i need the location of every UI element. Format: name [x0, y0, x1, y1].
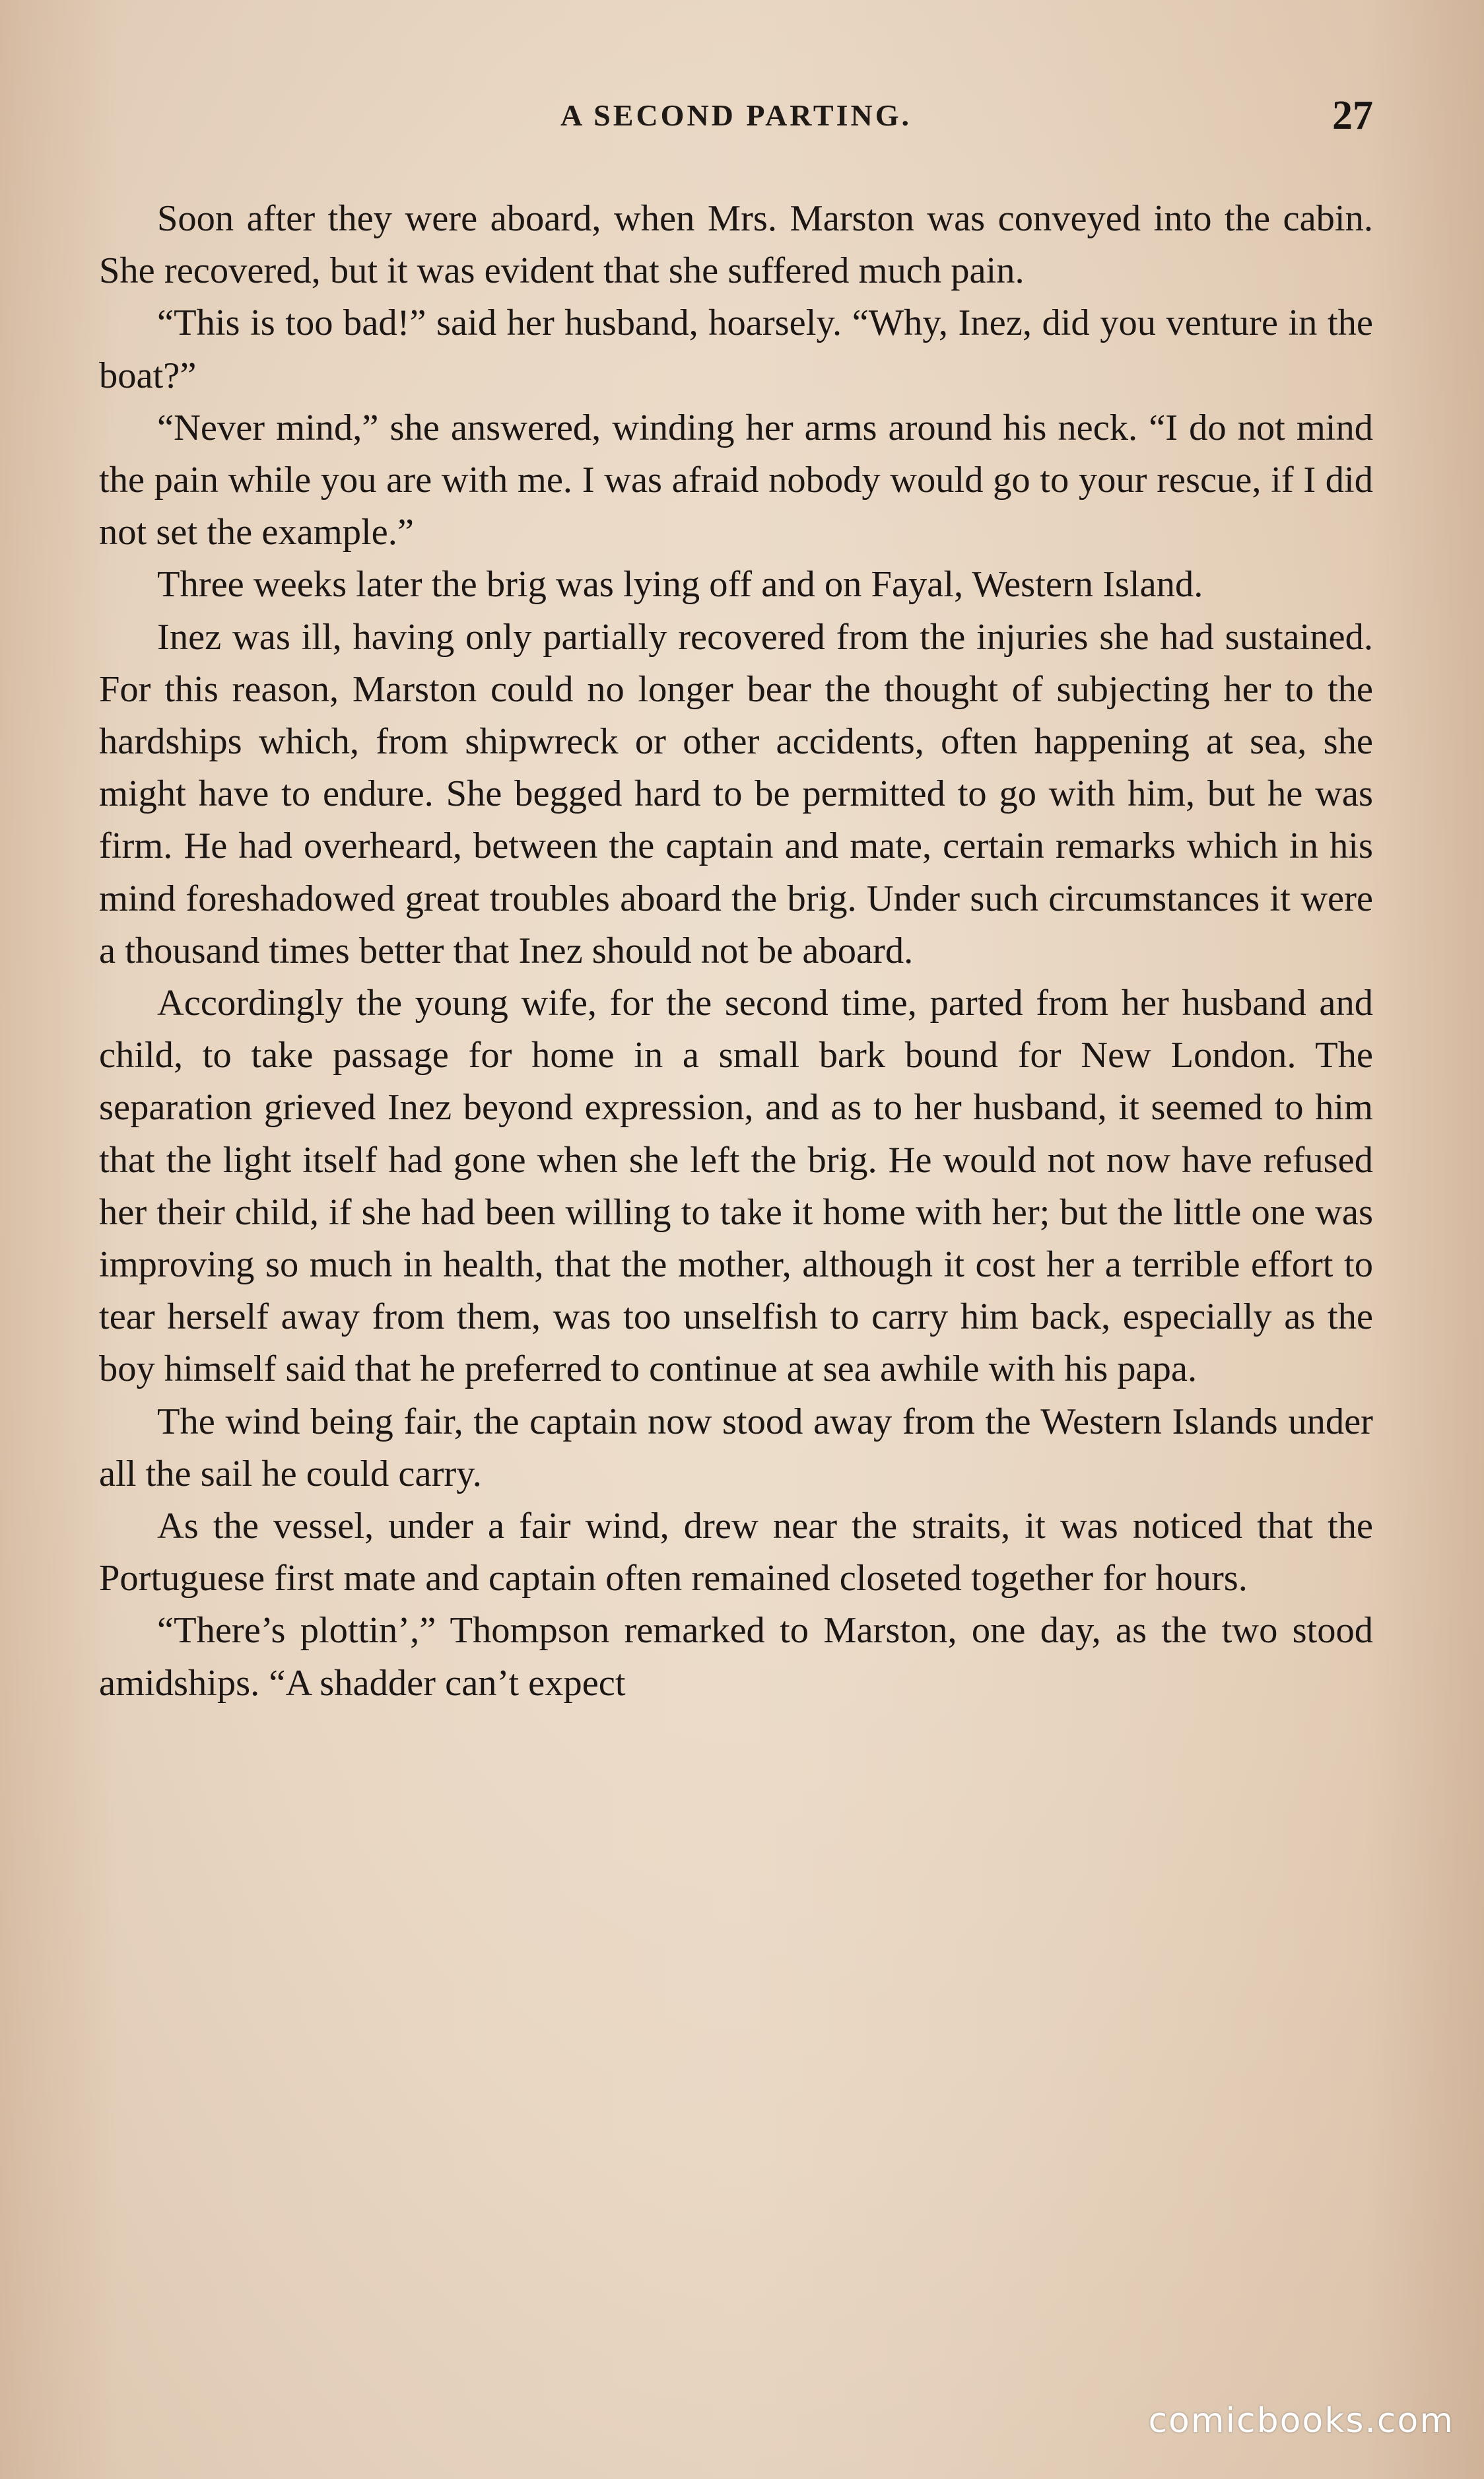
paragraph: Inez was ill, having only partially recovered from the injuries she had sustained. For this reason, Marston could no longer bear the thought of subjecting her to the hardships which, from shipwreck or other accidents, often happening at sea, she might have to endure. She begged hard to be permitted to go with him, but he was firm. He had overheard, between the captain and mate, certain remarks which in his mind foreshadowed great troubles aboard the brig. Under such circumstances it were a thousand times better that Inez should not be aboard. [99, 616, 1373, 971]
paragraph: “This is too bad!” said her husband, hoarsely. “Why, Inez, did you venture in the boat?” [99, 302, 1373, 396]
page-header [99, 92, 1373, 139]
paragraph: Accordingly the young wife, for the second time, parted from her husband and child, to take passage for home in a small bark bound for New London. The separation grieved Inez beyond expression, and as to her husband, it seemed to him that the light itself had gone when she left the brig. He would not now have refused her their child, if she had been willing to take it home with her; but the little one was improving so much in health, that the mother, although it cost her a terrible effort to tear herself away from them, was too unselfish to carry him back, especially as the boy himself said that he preferred to continue at sea awhile with his papa. [99, 983, 1373, 1390]
paragraph: “There’s plottin’,” Thompson remarked to Marston, one day, as the two stood amidships. “A shadder can’t expect [99, 1610, 1373, 1704]
paragraph: “Never mind,” she answered, winding her arms around his neck. “I do not mind the pain while you are with me. I was afraid nobody would go to your rescue, if I did not set the example.” [99, 407, 1373, 553]
paragraph: The wind being fair, the captain now stood away from the Western Islands under all the sail he could carry. [99, 1401, 1373, 1494]
body-text [99, 193, 1373, 1710]
watermark: comicbooks.com [1148, 2401, 1454, 2441]
paragraph: As the vessel, under a fair wind, drew near the straits, it was noticed that the Portuguese first mate and captain often remained closeted together for hours. [99, 1506, 1373, 1599]
running-head: A SECOND PARTING. [560, 98, 912, 132]
paragraph: Three weeks later the brig was lying off and on Fayal, Western Island. [157, 564, 1203, 606]
page-number: 27 [1332, 93, 1373, 138]
paragraph: Soon after they were aboard, when Mrs. Marston was conveyed into the cabin. She recovered, but it was evident that she suffered much pain. [99, 198, 1373, 292]
